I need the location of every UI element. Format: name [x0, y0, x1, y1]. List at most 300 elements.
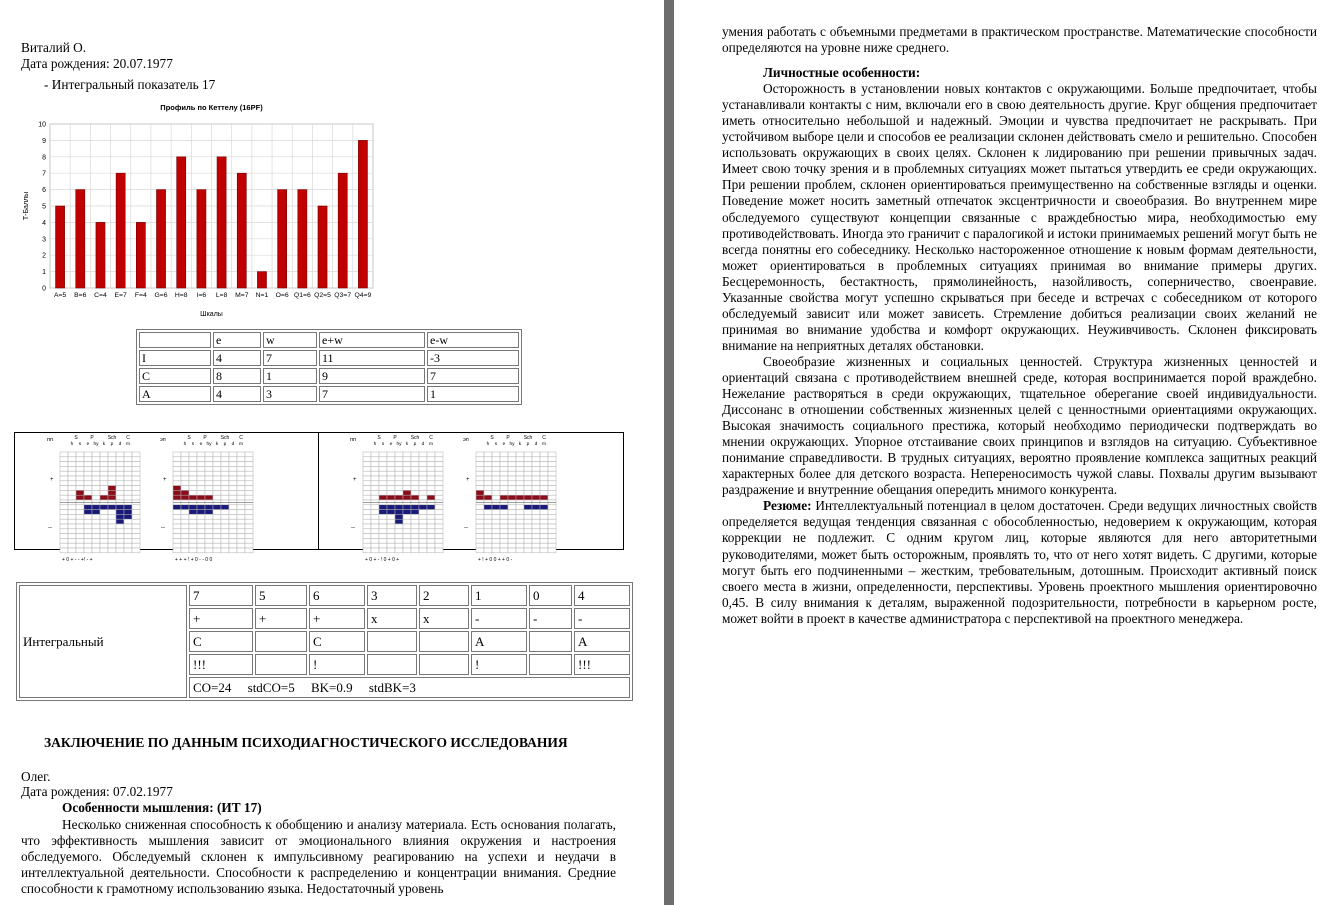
grid-cell: [540, 519, 548, 524]
grid-cell: [173, 476, 181, 481]
grid-cell: [213, 481, 221, 486]
y-tick-label: 8: [42, 154, 46, 162]
grid-cell: [540, 466, 548, 471]
grid-cell: [229, 462, 237, 467]
grid-cell: [181, 529, 189, 534]
right-page-text: [722, 24, 1317, 627]
grid-cell: [403, 505, 411, 510]
grid-cell: [371, 481, 379, 486]
grid-cell: [363, 457, 371, 462]
grid-cell: [387, 505, 395, 510]
grid-cell: [116, 495, 124, 500]
grid-cell: [197, 462, 205, 467]
grid-cell: [371, 519, 379, 524]
y-tick-label: 9: [42, 137, 46, 145]
grid-cell: [371, 543, 379, 548]
grid-cell: [379, 490, 387, 495]
grid-cell: [484, 471, 492, 476]
grid-cell: [500, 481, 508, 486]
grid-cell: [395, 510, 403, 515]
grid-cell: [508, 481, 516, 486]
thinking-text: [21, 817, 616, 897]
grid-cell: [245, 490, 253, 495]
grid-cell: [516, 534, 524, 539]
grid-cell: [371, 457, 379, 462]
profile-subheader: k: [518, 442, 522, 447]
grid-cell: [205, 466, 213, 471]
grid-cell: [205, 519, 213, 524]
grid-cell: [363, 529, 371, 534]
grid-cell: [132, 495, 140, 500]
grid-cell: [419, 534, 427, 539]
grid-cell: [60, 471, 68, 476]
grid-cell: [492, 452, 500, 457]
grid-cell: [484, 490, 492, 495]
grid-cell: [84, 543, 92, 548]
grid-cell: [92, 538, 100, 543]
grid-cell: [237, 543, 245, 548]
profile-header: Sch: [220, 435, 230, 441]
grid-cell: [484, 510, 492, 515]
grid-cell: [371, 505, 379, 510]
grid-cell: [403, 490, 411, 495]
grid-cell: [173, 529, 181, 534]
grid-cell: [411, 524, 419, 529]
grid-cell: [229, 471, 237, 476]
grid-cell: [540, 514, 548, 519]
grid-cell: [116, 481, 124, 486]
grid-cell: [395, 490, 403, 495]
grid-cell: [379, 495, 387, 500]
grid-cell: [548, 510, 556, 515]
grid-cell: [124, 466, 132, 471]
grid-cell: [516, 548, 524, 553]
grid-cell: [532, 462, 540, 467]
grid-cell: [363, 538, 371, 543]
table-row: [139, 386, 519, 402]
grid-cell: [221, 514, 229, 519]
integral-cell: -: [529, 608, 572, 629]
profile-grid: [159, 434, 255, 568]
grid-cell: [427, 510, 435, 515]
grid-cell: [387, 548, 395, 553]
grid-cell: [68, 529, 76, 534]
grid-cell: [84, 514, 92, 519]
grid-cell: [84, 466, 92, 471]
grid-cell: [492, 481, 500, 486]
grid-cell: [116, 490, 124, 495]
grid-cell: [116, 529, 124, 534]
grid-cell: [229, 524, 237, 529]
y-tick-label: 7: [42, 170, 46, 178]
grid-cell: [132, 471, 140, 476]
grid-cell: [132, 466, 140, 471]
grid-cell: [508, 505, 516, 510]
integral-row: [19, 585, 630, 606]
grid-cell: [435, 529, 443, 534]
grid-cell: [532, 490, 540, 495]
grid-cell: [100, 457, 108, 462]
grid-cell: [435, 457, 443, 462]
scores-table: [136, 329, 522, 405]
grid-cell: [181, 510, 189, 515]
profile-subheader: m: [429, 442, 433, 447]
grid-cell: [189, 471, 197, 476]
profile-subheader: k: [102, 442, 106, 447]
grid-cell: [371, 538, 379, 543]
integral-cell: +: [309, 608, 365, 629]
grid-cell: [508, 495, 516, 500]
grid-cell: [181, 462, 189, 467]
grid-cell: [100, 534, 108, 539]
grid-cell: [419, 510, 427, 515]
grid-cell: [229, 452, 237, 457]
grid-cell: [229, 505, 237, 510]
y-tick-label: 0: [42, 285, 46, 293]
grid-cell: [419, 505, 427, 510]
grid-cell: [181, 514, 189, 519]
grid-cell: [68, 466, 76, 471]
grid-cell: [411, 457, 419, 462]
grid-cell: [548, 505, 556, 510]
grid-cell: [132, 476, 140, 481]
grid-cell: [548, 490, 556, 495]
grid-cell: [476, 548, 484, 553]
grid-cell: [379, 529, 387, 534]
grid-cell: [68, 495, 76, 500]
y-tick-label: 4: [42, 219, 46, 227]
grid-cell: [124, 471, 132, 476]
grid-cell: [229, 495, 237, 500]
personal-paragraph-2: Своеобразие жизненных и социальных ценностей. Структура жизненных ценностей и ориентаций связана с противодействием внешней среде, которая воспринимается порой враждебно. Нежелание растворяться в среди окружающих, тщательное оберегание своей индивидуальности. Диссонанс в отношении собственных жизненных целей с ценностными ориентациями окружающих. Высокая значимость социального престижа, который необходимо периодически подтверждать во мнении окружающих. Упорное отстаивание своих принципов и взглядов на ситуацию. Субъективное понимание справедливости. В трудных ситуациях, вероятно проявление комплекса защитных реакций характерных более для детского возраста. Непереносимость чужой славы. Похвалы другим вызывают раздражение и внутренние обещания опередить мнимого конкурента.: [722, 353, 1317, 498]
grid-cell: [387, 457, 395, 462]
grid-cell: [524, 476, 532, 481]
profile-tag: пп: [47, 437, 53, 443]
grid-cell: [108, 490, 116, 495]
grid-cell: [60, 476, 68, 481]
grid-cell: [411, 481, 419, 486]
grid-cell: [132, 457, 140, 462]
grid-cell: [68, 510, 76, 515]
grid-cell: [427, 495, 435, 500]
grid-cell: [371, 510, 379, 515]
grid-cell: [427, 462, 435, 467]
grid-cell: [516, 452, 524, 457]
grid-cell: [189, 534, 197, 539]
grid-cell: [476, 476, 484, 481]
profile-tag: пп: [350, 437, 356, 443]
grid-cell: [221, 529, 229, 534]
grid-cell: [435, 486, 443, 491]
integral-stats: CO=24 stdCO=5 BK=0.9 stdBK=3: [189, 677, 630, 698]
grid-cell: [508, 471, 516, 476]
grid-cell: [132, 534, 140, 539]
grid-cell: [124, 490, 132, 495]
x-tick-label: L=8: [215, 292, 228, 299]
grid-cell: [100, 476, 108, 481]
grid-cell: [508, 543, 516, 548]
grid-cell: [197, 486, 205, 491]
thinking-section-title: Особенности мышления: (ИТ 17): [62, 800, 262, 815]
grid-cell: [411, 490, 419, 495]
grid-cell: [387, 510, 395, 515]
grid-cell: [229, 510, 237, 515]
profile-subheader: p: [413, 442, 417, 447]
grid-cell: [76, 495, 84, 500]
grid-cell: [419, 471, 427, 476]
grid-cell: [524, 457, 532, 462]
grid-cell: [395, 529, 403, 534]
grid-cell: [173, 543, 181, 548]
grid-cell: [237, 519, 245, 524]
grid-cell: [403, 534, 411, 539]
grid-cell: [205, 495, 213, 500]
grid-cell: [371, 524, 379, 529]
grid-cell: [221, 543, 229, 548]
grid-cell: [92, 548, 100, 553]
grid-cell: [92, 519, 100, 524]
grid-cell: [189, 548, 197, 553]
grid-cell: [403, 519, 411, 524]
grid-cell: [124, 538, 132, 543]
grid-cell: [116, 471, 124, 476]
grid-cell: [173, 514, 181, 519]
grid-cell: [132, 548, 140, 553]
grid-cell: [84, 538, 92, 543]
grid-cell: [100, 452, 108, 457]
grid-cell: [173, 519, 181, 524]
grid-cell: [132, 538, 140, 543]
profile-footer: + 0 + - - +! - +: [62, 556, 93, 563]
grid-cell: [403, 514, 411, 519]
grid-cell: [181, 457, 189, 462]
conclusion-title: ЗАКЛЮЧЕНИЕ ПО ДАННЫМ ПСИХОДИАГНОСТИЧЕСКОГО ИССЛЕДОВАНИЯ: [44, 735, 568, 750]
table-row: [139, 350, 519, 366]
grid-cell: [84, 510, 92, 515]
grid-cell: [197, 466, 205, 471]
grid-cell: [363, 486, 371, 491]
grid-cell: [524, 505, 532, 510]
grid-cell: [411, 543, 419, 548]
grid-cell: [237, 462, 245, 467]
grid-cell: [419, 519, 427, 524]
grid-cell: [229, 486, 237, 491]
grid-cell: [197, 543, 205, 548]
grid-cell: [492, 457, 500, 462]
grid-cell: [411, 486, 419, 491]
grid-cell: [68, 548, 76, 553]
grid-cell: [116, 510, 124, 515]
profile-subheader: p: [110, 442, 114, 447]
integral-cell: 6: [309, 585, 365, 606]
grid-cell: [516, 495, 524, 500]
grid-cell: [197, 471, 205, 476]
grid-cell: [387, 538, 395, 543]
grid-cell: [403, 529, 411, 534]
grid-cell: [100, 510, 108, 515]
grid-cell: [108, 476, 116, 481]
grid-cell: [116, 466, 124, 471]
grid-cell: [484, 529, 492, 534]
grid-cell: [84, 457, 92, 462]
grid-cell: [189, 510, 197, 515]
profile-subheader: m: [542, 442, 546, 447]
integral-cell: +: [189, 608, 253, 629]
grid-cell: [363, 471, 371, 476]
grid-cell: [403, 466, 411, 471]
grid-cell: [548, 481, 556, 486]
grid-cell: [411, 471, 419, 476]
grid-cell: [205, 548, 213, 553]
profile-subheader: h: [373, 442, 377, 447]
grid-cell: [237, 548, 245, 553]
chart-svg: [18, 98, 378, 320]
integral-cell: 2: [419, 585, 469, 606]
grid-cell: [124, 519, 132, 524]
grid-cell: [500, 529, 508, 534]
grid-cell: [548, 529, 556, 534]
grid-cell: [508, 524, 516, 529]
grid-cell: [500, 524, 508, 529]
grid-cell: [363, 495, 371, 500]
grid-cell: [173, 471, 181, 476]
grid-cell: [540, 471, 548, 476]
bar: [56, 206, 65, 288]
grid-cell: [189, 519, 197, 524]
grid-cell: [548, 495, 556, 500]
integral-cell: !!!: [189, 654, 253, 675]
grid-cell: [476, 457, 484, 462]
grid-cell: [371, 514, 379, 519]
grid-cell: [403, 476, 411, 481]
grid-cell: [237, 538, 245, 543]
grid-cell: [213, 510, 221, 515]
table-row: [139, 332, 519, 348]
grid-cell: [116, 538, 124, 543]
grid-cell: [508, 529, 516, 534]
table-header-cell: [139, 332, 211, 348]
grid-cell: [181, 519, 189, 524]
profile-header: Sch: [523, 435, 533, 441]
integral-cell: x: [419, 608, 469, 629]
grid-cell: [540, 505, 548, 510]
grid-cell: [387, 490, 395, 495]
grid-cell: [379, 548, 387, 553]
grid-cell: [205, 476, 213, 481]
grid-cell: [508, 548, 516, 553]
grid-cell: [484, 538, 492, 543]
grid-cell: [76, 505, 84, 510]
document-page-right: [674, 0, 1336, 905]
grid-cell: [173, 457, 181, 462]
grid-cell: [76, 462, 84, 467]
grid-cell: [213, 452, 221, 457]
grid-cell: [435, 514, 443, 519]
grid-cell: [476, 510, 484, 515]
grid-cell: [229, 490, 237, 495]
grid-cell: [229, 548, 237, 553]
grid-cell: [411, 510, 419, 515]
grid-cell: [213, 505, 221, 510]
grid-cell: [403, 462, 411, 467]
grid-cell: [500, 519, 508, 524]
grid-cell: [484, 476, 492, 481]
grid-cell: [92, 466, 100, 471]
grid-cell: [189, 466, 197, 471]
grid-cell: [245, 486, 253, 491]
grid-cell: [100, 543, 108, 548]
grid-cell: [124, 514, 132, 519]
integral-cell: [419, 654, 469, 675]
grid-cell: [60, 452, 68, 457]
grid-cell: [419, 495, 427, 500]
grid-cell: [213, 538, 221, 543]
grid-cell: [508, 462, 516, 467]
grid-cell: [245, 519, 253, 524]
grid-cell: [221, 519, 229, 524]
grid-cell: [387, 486, 395, 491]
grid-cell: [189, 524, 197, 529]
grid-cell: [387, 462, 395, 467]
minus-marker: --: [48, 524, 52, 531]
grid-cell: [245, 514, 253, 519]
grid-cell: [221, 476, 229, 481]
grid-cell: [245, 538, 253, 543]
grid-cell: [524, 510, 532, 515]
grid-cell: [173, 548, 181, 553]
grid-cell: [379, 466, 387, 471]
grid-cell: [387, 471, 395, 476]
grid-cell: [540, 543, 548, 548]
profile-subheader: e: [502, 442, 506, 447]
grid-cell: [363, 524, 371, 529]
grid-cell: [68, 538, 76, 543]
grid-cell: [548, 543, 556, 548]
chart-title: Профиль по Кеттелу (16PF): [160, 103, 263, 112]
grid-cell: [68, 534, 76, 539]
grid-cell: [427, 543, 435, 548]
grid-cell: [516, 457, 524, 462]
profile-subheader: hy: [396, 442, 402, 447]
grid-cell: [379, 476, 387, 481]
integral-cell: A: [471, 631, 527, 652]
grid-cell: [84, 452, 92, 457]
grid-cell: [492, 505, 500, 510]
grid-cell: [427, 505, 435, 510]
grid-cell: [371, 548, 379, 553]
thinking-paragraph: Несколько сниженная способность к обобщению и анализу материала. Есть основания полагать, что эффективность мышления зависит от эмоционального влияния окружения и настроения обследуемого. Обследуемый склонен к импульсивному реагированию на успехи и неудачи в интеллектуальной деятельности. Способности к распределению и концентрации внимания. Средние способности к грамотному использованию языка. Недостаточный уровень: [21, 817, 616, 897]
grid-cell: [189, 476, 197, 481]
grid-cell: [189, 538, 197, 543]
profile-header: C: [239, 435, 243, 441]
person1-dob: Дата рождения: 20.07.1977: [21, 56, 173, 71]
grid-cell: [108, 519, 116, 524]
grid-cell: [92, 490, 100, 495]
grid-cell: [205, 486, 213, 491]
integral-cell: 5: [255, 585, 307, 606]
grid-cell: [411, 462, 419, 467]
grid-cell: [181, 524, 189, 529]
grid-cell: [387, 524, 395, 529]
grid-cell: [213, 534, 221, 539]
grid-cell: [60, 457, 68, 462]
grid-cell: [132, 519, 140, 524]
grid-cell: [387, 476, 395, 481]
grid-cell: [371, 490, 379, 495]
grid-cell: [516, 510, 524, 515]
grid-cell: [419, 476, 427, 481]
grid-cell: [435, 471, 443, 476]
